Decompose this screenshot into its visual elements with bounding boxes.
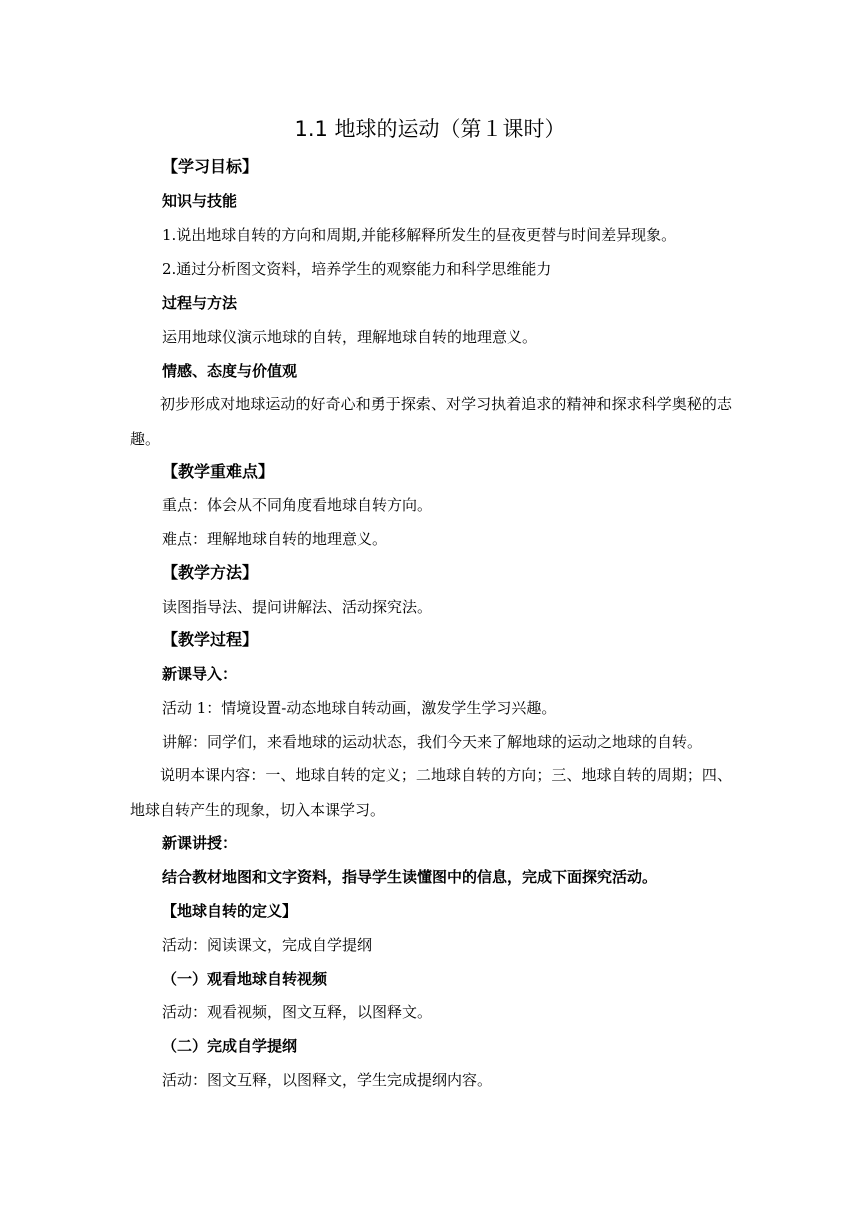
explain-text: 讲解：同学们，来看地球的运动状态，我们今天来了解地球的运动之地球的自转。 bbox=[162, 733, 703, 751]
objectives-heading: 【学习目标】 bbox=[162, 157, 259, 176]
content-intro-paragraph: 说明本课内容：一、地球自转的定义；二地球自转的方向；三、地球自转的周期；四、地球自转产生的现象，切入本课学习。 bbox=[130, 766, 732, 819]
knowledge-heading: 知识与技能 bbox=[162, 192, 238, 210]
keypoint-text: 重点：体会从不同角度看地球自转方向。 bbox=[162, 496, 433, 514]
emotion-heading: 情感、态度与价值观 bbox=[162, 362, 298, 380]
emotion-paragraph: 初步形成对地球运动的好奇心和勇于探索、对学习执着追求的精神和探求科学奥秘的志趣。 bbox=[130, 395, 732, 448]
methods-text: 读图指导法、提问讲解法、活动探究法。 bbox=[162, 598, 433, 616]
definition-heading: 【地球自转的定义】 bbox=[162, 902, 298, 920]
intro-heading: 新课导入： bbox=[162, 665, 238, 683]
process-heading: 过程与方法 bbox=[162, 294, 238, 312]
sub2-heading: （二）完成自学提纲 bbox=[162, 1037, 298, 1055]
difficulty-text: 难点：理解地球自转的地理意义。 bbox=[162, 530, 388, 548]
sub1-activity-text: 活动：观看视频，图文互释，以图释文。 bbox=[162, 1003, 433, 1021]
page-title: 1.1 地球的运动（第１课时） bbox=[294, 117, 566, 141]
lecture-heading: 新课讲授： bbox=[162, 834, 238, 852]
sub2-activity-text: 活动：图文互释，以图释文，学生完成提纲内容。 bbox=[162, 1071, 493, 1089]
sub1-heading: （一）观看地球自转视频 bbox=[162, 970, 328, 988]
lecture-instruction: 结合教材地图和文字资料，指导学生读懂图中的信息，完成下面探究活动。 bbox=[162, 868, 658, 886]
procedure-heading: 【教学过程】 bbox=[162, 630, 259, 649]
knowledge-item-2: 2.通过分析图文资料，培养学生的观察能力和科学思维能力 bbox=[162, 260, 552, 278]
keypoints-heading: 【教学重难点】 bbox=[162, 462, 275, 481]
knowledge-item-1: 1.说出地球自转的方向和周期,并能移解释所发生的昼夜更替与时间差异现象。 bbox=[162, 226, 677, 244]
methods-heading: 【教学方法】 bbox=[162, 563, 259, 582]
activity-1-text: 活动 1：情境设置-动态地球自转动画，激发学生学习兴趣。 bbox=[162, 699, 557, 717]
activity-read-text: 活动：阅读课文，完成自学提纲 bbox=[162, 936, 373, 954]
process-item-1: 运用地球仪演示地球的自转，理解地球自转的地理意义。 bbox=[162, 328, 538, 346]
